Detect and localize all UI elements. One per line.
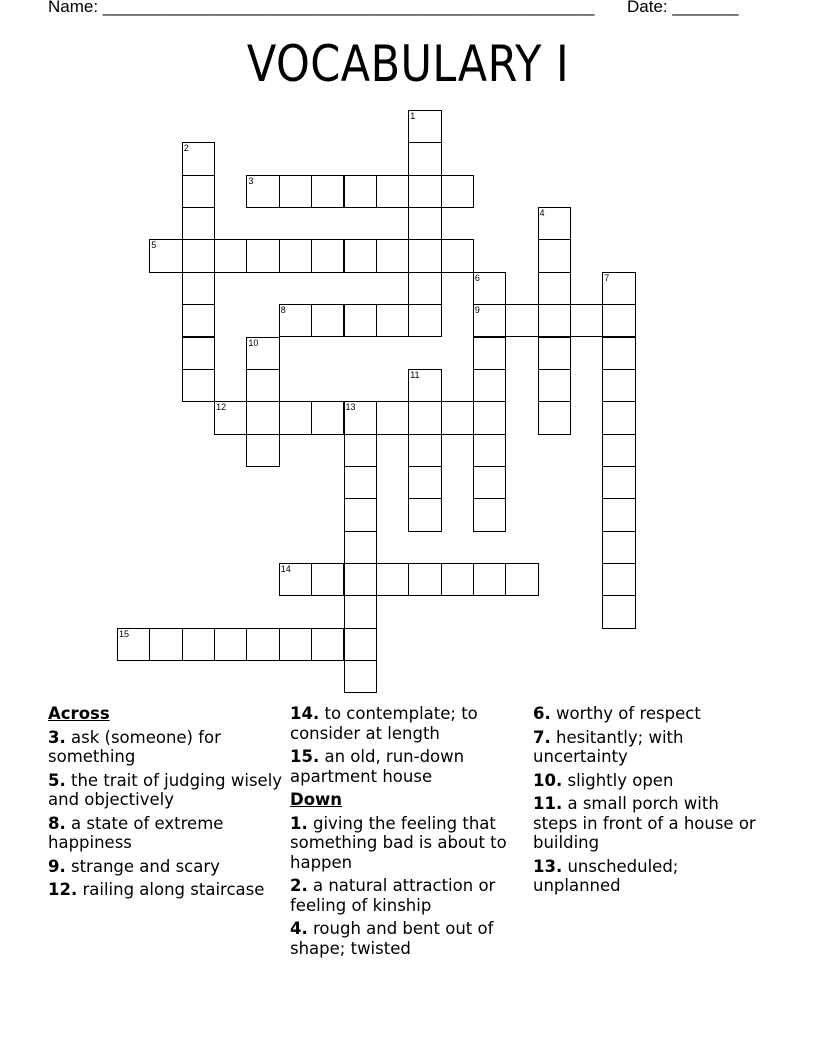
clue-across-15: 15. an old, run-down apartment house bbox=[290, 747, 465, 786]
clue-down-2: 2. a natural attraction or feeling of kinship bbox=[290, 876, 496, 915]
clue-number: 6 bbox=[474, 272, 480, 283]
clue-across-5: 5. the trait of judging wisely and objectively bbox=[48, 770, 283, 809]
grid-cell[interactable] bbox=[311, 239, 344, 272]
clue-number: 5 bbox=[151, 240, 157, 251]
clue-number: 1 bbox=[410, 111, 416, 121]
grid-cell[interactable] bbox=[441, 175, 474, 208]
grid-cell[interactable] bbox=[214, 239, 247, 272]
grid-cell[interactable] bbox=[344, 531, 377, 564]
grid-cell[interactable] bbox=[538, 401, 571, 434]
grid-cell[interactable] bbox=[246, 401, 279, 434]
grid-cell[interactable] bbox=[408, 369, 441, 402]
grid-cell[interactable] bbox=[376, 175, 409, 208]
grid-cell[interactable] bbox=[473, 498, 506, 531]
page-title: VOCABULARY I bbox=[246, 35, 570, 93]
grid-cell[interactable] bbox=[344, 434, 377, 467]
grid-cell[interactable] bbox=[473, 304, 506, 337]
grid-cell[interactable] bbox=[279, 563, 312, 596]
grid-cell[interactable] bbox=[473, 272, 506, 305]
grid-cell[interactable] bbox=[376, 304, 409, 337]
clue-column-1 bbox=[48, 704, 283, 904]
clue-number: 4 bbox=[539, 208, 545, 219]
across-heading: Across bbox=[48, 704, 110, 723]
date-label: Date: bbox=[627, 0, 673, 16]
grid-cell[interactable] bbox=[182, 628, 215, 661]
grid-cell[interactable] bbox=[408, 175, 441, 208]
grid-cell[interactable] bbox=[602, 369, 635, 402]
grid-cell[interactable] bbox=[408, 401, 441, 434]
name-label: Name: bbox=[48, 0, 103, 16]
grid-cell[interactable] bbox=[182, 175, 215, 208]
grid-cell[interactable] bbox=[246, 337, 279, 370]
grid-cell[interactable] bbox=[182, 142, 215, 175]
grid-cell[interactable] bbox=[408, 272, 441, 305]
grid-cell[interactable] bbox=[311, 628, 344, 661]
grid-cell[interactable] bbox=[473, 563, 506, 596]
grid-cell[interactable] bbox=[344, 660, 377, 693]
grid-cell[interactable] bbox=[344, 304, 377, 337]
clue-number: 8 bbox=[280, 305, 286, 316]
grid-cell[interactable] bbox=[344, 466, 377, 499]
clue-number: 14 bbox=[280, 563, 291, 574]
grid-cell[interactable] bbox=[214, 628, 247, 661]
grid-cell[interactable] bbox=[408, 563, 441, 596]
grid-cell[interactable] bbox=[505, 563, 538, 596]
grid-cell[interactable] bbox=[602, 304, 635, 337]
clue-down-10: 10. slightly open bbox=[533, 770, 674, 790]
clue-across-9: 9. strange and scary bbox=[48, 856, 220, 876]
clue-column-3 bbox=[533, 704, 768, 900]
grid-cell[interactable] bbox=[538, 304, 571, 337]
grid-cell[interactable] bbox=[182, 304, 215, 337]
grid-cell[interactable] bbox=[441, 239, 474, 272]
grid-cell[interactable] bbox=[408, 110, 441, 143]
grid-cell[interactable] bbox=[376, 563, 409, 596]
grid-cell[interactable] bbox=[408, 498, 441, 531]
grid-cell[interactable] bbox=[602, 337, 635, 370]
grid-cell[interactable] bbox=[602, 531, 635, 564]
grid-cell[interactable] bbox=[279, 175, 312, 208]
grid-cell[interactable] bbox=[376, 239, 409, 272]
grid-cell[interactable] bbox=[344, 401, 377, 434]
grid-cell[interactable] bbox=[182, 239, 215, 272]
grid-cell[interactable] bbox=[408, 239, 441, 272]
clue-down-13: 13. unscheduled; unplanned bbox=[533, 856, 679, 895]
grid-cell[interactable] bbox=[408, 466, 441, 499]
grid-cell[interactable] bbox=[602, 595, 635, 628]
clue-across-14: 14. to contemplate; to consider at length bbox=[290, 704, 478, 743]
grid-cell[interactable] bbox=[311, 563, 344, 596]
grid-cell[interactable] bbox=[602, 434, 635, 467]
grid-cell[interactable] bbox=[505, 304, 538, 337]
clue-down-1: 1. giving the feeling that something bad is about to happen bbox=[290, 813, 507, 872]
clue-across-12: 12. railing along staircase bbox=[48, 880, 265, 899]
clue-down-11: 11. a small porch with steps in front of a house or building bbox=[533, 794, 756, 852]
grid-cell[interactable] bbox=[441, 563, 474, 596]
name-line[interactable]: ____________________________________________________ bbox=[102, 0, 595, 16]
clue-number: 15 bbox=[119, 628, 130, 639]
grid-cell[interactable] bbox=[538, 239, 571, 272]
clue-down-7: 7. hesitantly; with uncertainty bbox=[533, 727, 684, 766]
grid-cell[interactable] bbox=[408, 207, 441, 240]
grid-cell[interactable] bbox=[538, 369, 571, 402]
grid-cell[interactable] bbox=[344, 628, 377, 661]
grid-cell[interactable] bbox=[311, 175, 344, 208]
grid-cell[interactable] bbox=[311, 304, 344, 337]
grid-cell[interactable] bbox=[246, 175, 279, 208]
clue-number: 7 bbox=[604, 272, 610, 283]
grid-cell[interactable] bbox=[441, 401, 474, 434]
grid-cell[interactable] bbox=[149, 628, 182, 661]
grid-cell[interactable] bbox=[473, 401, 506, 434]
grid-cell[interactable] bbox=[408, 304, 441, 337]
grid-cell[interactable] bbox=[344, 239, 377, 272]
grid-cell[interactable] bbox=[344, 595, 377, 628]
clue-down-6: 6. worthy of respect bbox=[533, 704, 701, 723]
grid-cell[interactable] bbox=[538, 272, 571, 305]
clue-number: 3 bbox=[248, 175, 254, 186]
date-line[interactable]: _______ bbox=[672, 0, 739, 16]
grid-cell[interactable] bbox=[246, 369, 279, 402]
grid-cell[interactable] bbox=[149, 239, 182, 272]
clue-number: 10 bbox=[248, 337, 259, 348]
grid-cell[interactable] bbox=[182, 272, 215, 305]
grid-cell[interactable] bbox=[279, 239, 312, 272]
clue-number: 13 bbox=[345, 402, 356, 413]
grid-cell[interactable] bbox=[344, 498, 377, 531]
clue-number: 12 bbox=[216, 402, 227, 413]
grid-cell[interactable] bbox=[246, 434, 279, 467]
grid-cell[interactable] bbox=[311, 401, 344, 434]
clue-across-3: 3. ask (someone) for something bbox=[48, 727, 221, 766]
grid-cell[interactable] bbox=[279, 628, 312, 661]
grid-cell[interactable] bbox=[602, 401, 635, 434]
grid-cell[interactable] bbox=[570, 304, 603, 337]
grid-cell[interactable] bbox=[182, 369, 215, 402]
grid-cell[interactable] bbox=[279, 401, 312, 434]
clue-down-4: 4. rough and bent out of shape; twisted bbox=[290, 919, 494, 958]
grid-cell[interactable] bbox=[538, 337, 571, 370]
grid-cell[interactable] bbox=[473, 369, 506, 402]
grid-cell[interactable] bbox=[344, 563, 377, 596]
grid-cell[interactable] bbox=[602, 272, 635, 305]
clue-number: 2 bbox=[183, 143, 189, 154]
grid-cell[interactable] bbox=[182, 207, 215, 240]
grid-cell[interactable] bbox=[408, 434, 441, 467]
grid-cell[interactable] bbox=[246, 239, 279, 272]
grid-cell[interactable] bbox=[602, 563, 635, 596]
grid-cell[interactable] bbox=[602, 466, 635, 499]
clue-number: 9 bbox=[474, 305, 480, 316]
down-heading: Down bbox=[290, 790, 343, 809]
grid-cell[interactable] bbox=[376, 401, 409, 434]
clue-number: 11 bbox=[410, 369, 420, 380]
grid-cell[interactable] bbox=[182, 337, 215, 370]
grid-cell[interactable] bbox=[538, 207, 571, 240]
grid-cell[interactable] bbox=[473, 337, 506, 370]
grid-cell[interactable] bbox=[344, 175, 377, 208]
grid-cell[interactable] bbox=[246, 628, 279, 661]
clue-across-8: 8. a state of extreme happiness bbox=[48, 813, 224, 852]
grid-cell[interactable] bbox=[473, 466, 506, 499]
grid-cell[interactable] bbox=[117, 628, 150, 661]
grid-cell[interactable] bbox=[214, 401, 247, 434]
grid-cell[interactable] bbox=[473, 434, 506, 467]
clue-column-2 bbox=[290, 704, 525, 962]
grid-cell[interactable] bbox=[408, 142, 441, 175]
grid-cell[interactable] bbox=[602, 498, 635, 531]
grid-cell[interactable] bbox=[279, 304, 312, 337]
